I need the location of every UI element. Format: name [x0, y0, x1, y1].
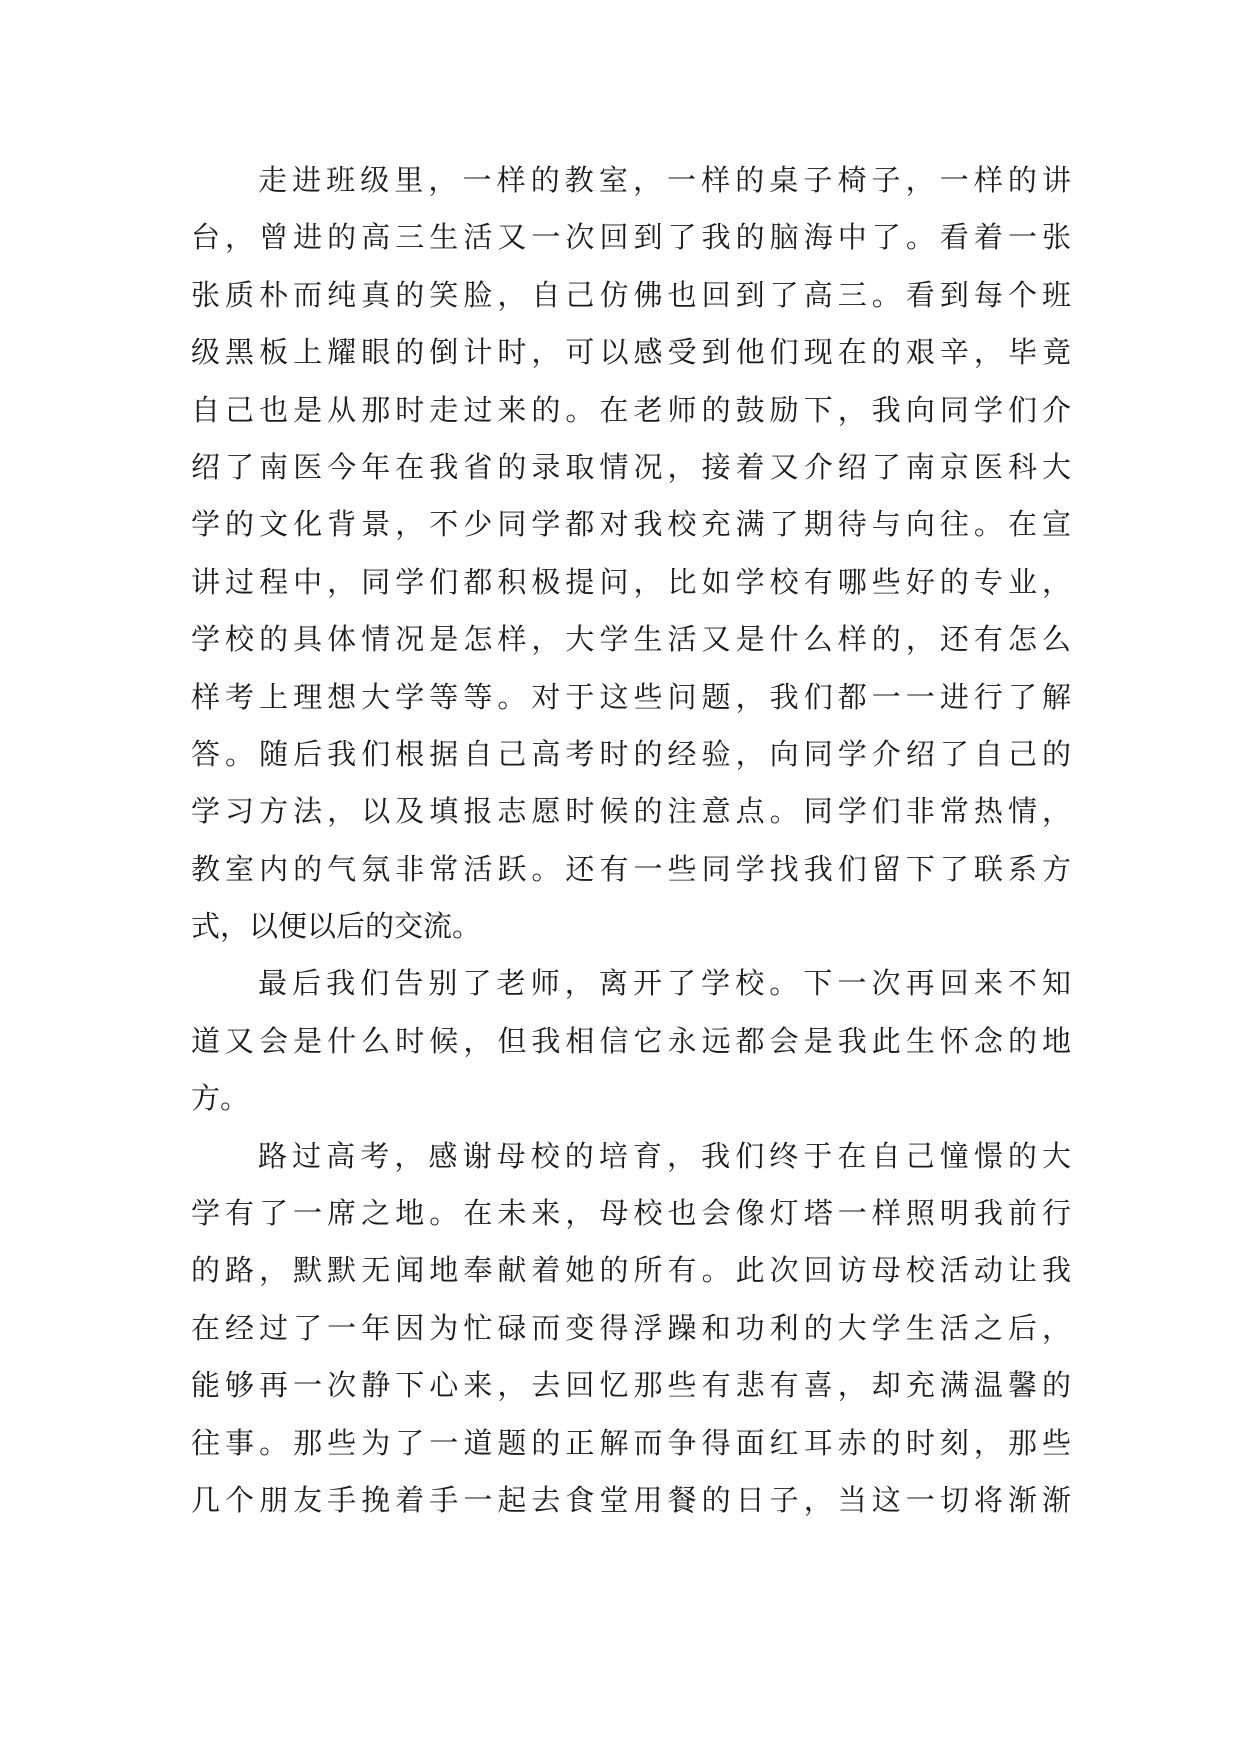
text-line: 式，以便以后的交流。	[191, 909, 482, 944]
text-line: 台，曾进的高三生活又一次回到了我的脑海中了。看着一张	[191, 220, 1071, 255]
text-line: 讲过程中，同学们都积极提问，比如学校有哪些好的专业，	[191, 564, 1071, 599]
text-line: 答。随后我们根据自己高考时的经验，向同学介绍了自己的	[191, 736, 1071, 771]
text-line: 学习方法，以及填报志愿时候的注意点。同学们非常热情，	[191, 794, 1071, 829]
text-line: 级黑板上耀眼的倒计时，可以感受到他们现在的艰辛，毕竟	[191, 335, 1071, 370]
text-line: 学校的具体情况是怎样，大学生活又是什么样的，还有怎么	[191, 622, 1071, 657]
text-line: 能够再一次静下心来，去回忆那些有悲有喜，却充满温馨的	[191, 1368, 1071, 1403]
text-line: 道又会是什么时候，但我相信它永远都会是我此生怀念的地	[191, 1023, 1071, 1058]
text-line: 学的文化背景，不少同学都对我校充满了期待与向往。在宣	[191, 507, 1071, 542]
text-line: 教室内的气氛非常活跃。还有一些同学找我们留下了联系方	[191, 851, 1071, 886]
text-line: 方。	[191, 1081, 250, 1116]
text-line: 最后我们告别了老师，离开了学校。下一次再回来不知	[258, 966, 1071, 1001]
text-line: 路过高考，感谢母校的培育，我们终于在自己憧憬的大	[258, 1138, 1071, 1173]
text-line: 自己也是从那时走过来的。在老师的鼓励下，我向同学们介	[191, 392, 1071, 427]
text-line: 的路，默默无闻地奉献着她的所有。此次回访母校活动让我	[191, 1253, 1071, 1288]
body-text	[191, 152, 1071, 1529]
text-line: 绍了南医今年在我省的录取情况，接着又介绍了南京医科大	[191, 449, 1071, 484]
text-line: 往事。那些为了一道题的正解而争得面红耳赤的时刻，那些	[191, 1425, 1071, 1460]
text-line: 几个朋友手挽着手一起去食堂用餐的日子，当这一切将渐渐	[191, 1482, 1071, 1517]
text-line: 走进班级里，一样的教室，一样的桌子椅子，一样的讲	[258, 163, 1071, 197]
text-line: 在经过了一年因为忙碌而变得浮躁和功利的大学生活之后，	[191, 1310, 1071, 1345]
text-line: 张质朴而纯真的笑脸，自己仿佛也回到了高三。看到每个班	[191, 277, 1071, 312]
text-line: 样考上理想大学等等。对于这些问题，我们都一一进行了解	[191, 679, 1071, 714]
text-line: 学有了一席之地。在未来，母校也会像灯塔一样照明我前行	[191, 1196, 1071, 1231]
